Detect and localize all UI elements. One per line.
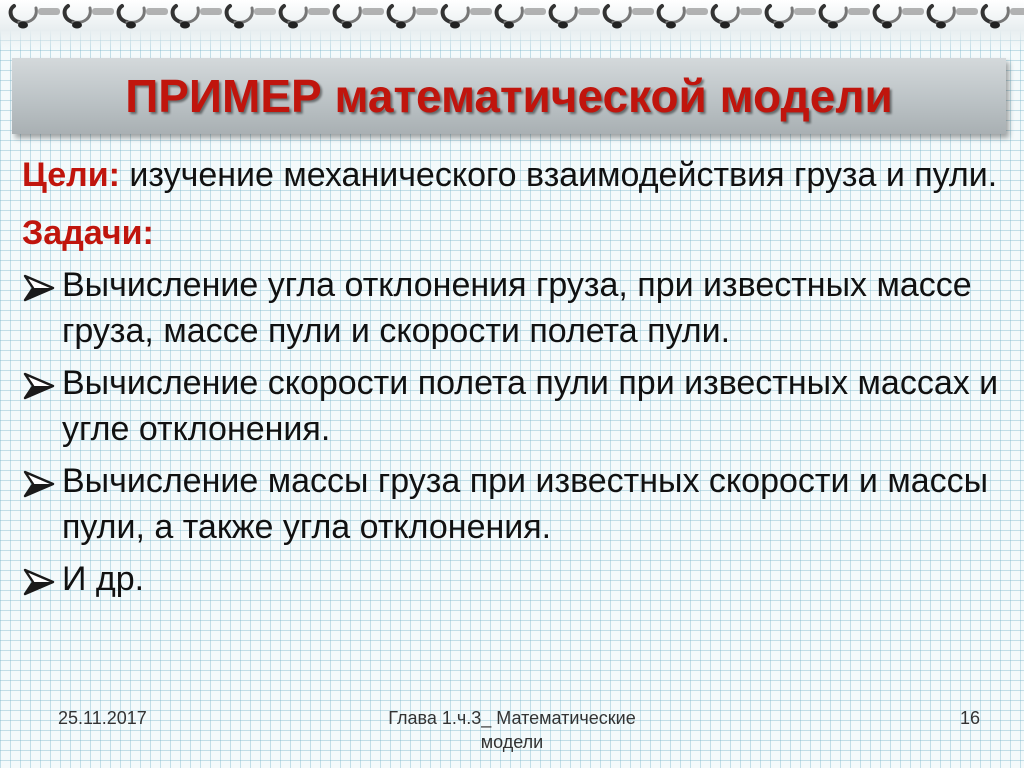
arrow-bullet-icon (22, 371, 56, 401)
page-title: ПРИМЕР математической модели (125, 70, 893, 122)
binding-ring (497, 6, 546, 29)
binding-ring (281, 6, 330, 29)
footer-chapter: Глава 1.ч.3_ Математические модели (388, 708, 636, 752)
task-text: Вычисление массы груза при известных скорости и массы пули, а также угла отклонения. (62, 462, 989, 546)
goals-text: изучение механического взаимодействия груза и пули. (119, 156, 998, 194)
binding-ring (713, 6, 762, 29)
binding-ring (443, 6, 492, 29)
binding-ring (119, 6, 168, 29)
arrow-bullet-icon (22, 567, 56, 597)
binding-ring (929, 6, 978, 29)
arrow-bullet-icon (22, 469, 56, 499)
binding-ring (821, 6, 870, 29)
arrow-bullet-icon (22, 273, 56, 303)
binding-ring (983, 6, 1024, 29)
page-number: 16 (959, 708, 980, 728)
binding-ring (605, 6, 654, 29)
task-item (22, 262, 1007, 354)
slide-content (22, 152, 1007, 602)
binding-ring (173, 6, 222, 29)
binding-ring (227, 6, 276, 29)
task-item (22, 458, 1007, 550)
binding-ring (875, 6, 924, 29)
spiral-binding (0, 0, 1024, 50)
task-text: Вычисление скорости полета пули при известных массах и угле отклонения. (62, 364, 999, 448)
task-item (22, 360, 1007, 452)
binding-ring (767, 6, 816, 29)
binding-ring (65, 6, 114, 29)
title-bar (12, 58, 1006, 134)
binding-ring (551, 6, 600, 29)
task-text: И др. (62, 560, 145, 598)
binding-ring (335, 6, 384, 29)
binding-ring (659, 6, 708, 29)
binding-ring (389, 6, 438, 29)
binding-ring (11, 6, 60, 29)
task-text: Вычисление угла отклонения груза, при известных массе груза, массе пули и скорости полета пули. (62, 266, 972, 350)
footer-date: 25.11.2017 (58, 708, 147, 728)
tasks-label: Задачи: (22, 214, 154, 252)
goals-paragraph (22, 152, 1007, 198)
goals-label: Цели: (22, 156, 120, 194)
task-item (22, 556, 1007, 602)
